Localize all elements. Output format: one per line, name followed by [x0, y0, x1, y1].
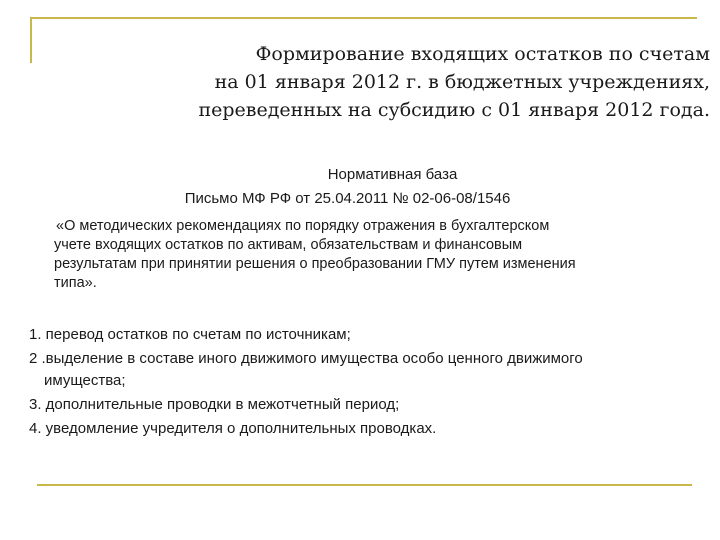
basis-desc-line-1: «О методических рекомендациях по порядку отражения в бухгалтерском — [56, 218, 550, 234]
title-line-3: переведенных на субсидию с 01 января 2012 года. — [198, 99, 710, 121]
slide-title — [150, 40, 710, 124]
frame-bottom-line — [37, 484, 692, 486]
basis-heading: Нормативная база — [327, 166, 458, 183]
normative-basis-block — [40, 163, 695, 291]
title-line-2: на 01 января 2012 г. в бюджетных учреждениях, — [214, 71, 710, 93]
list-item-text: 1. перевод остатков по счетам по источникам; — [29, 326, 351, 343]
basis-description — [40, 217, 684, 293]
basis-desc-line-4: типа». — [54, 275, 97, 291]
list-item — [29, 324, 699, 346]
basis-desc-line-2: учете входящих остатков по активам, обязательствам и финансовым — [54, 237, 523, 253]
list-item — [29, 348, 699, 392]
list-item-text: 2 .выделение в составе иного движимого имущества особо ценного движимого — [29, 350, 583, 367]
basis-desc-line-3: результатам при принятии решения о преобразовании ГМУ путем изменения — [54, 256, 576, 272]
list-item — [29, 418, 699, 440]
list-item-text: 3. дополнительные проводки в межотчетный период; — [29, 396, 400, 413]
list-item-continuation: имущества; — [44, 372, 126, 389]
list-item — [29, 394, 699, 416]
title-line-1: Формирование входящих остатков по счетам — [255, 43, 710, 65]
basis-letter: Письмо МФ РФ от 25.04.2011 № 02-06-08/1546 — [184, 190, 511, 207]
steps-list — [29, 324, 699, 442]
frame-top-line — [30, 17, 697, 19]
frame-left-line — [30, 17, 32, 63]
list-item-text: 4. уведомление учредителя о дополнительных проводках. — [29, 420, 437, 437]
